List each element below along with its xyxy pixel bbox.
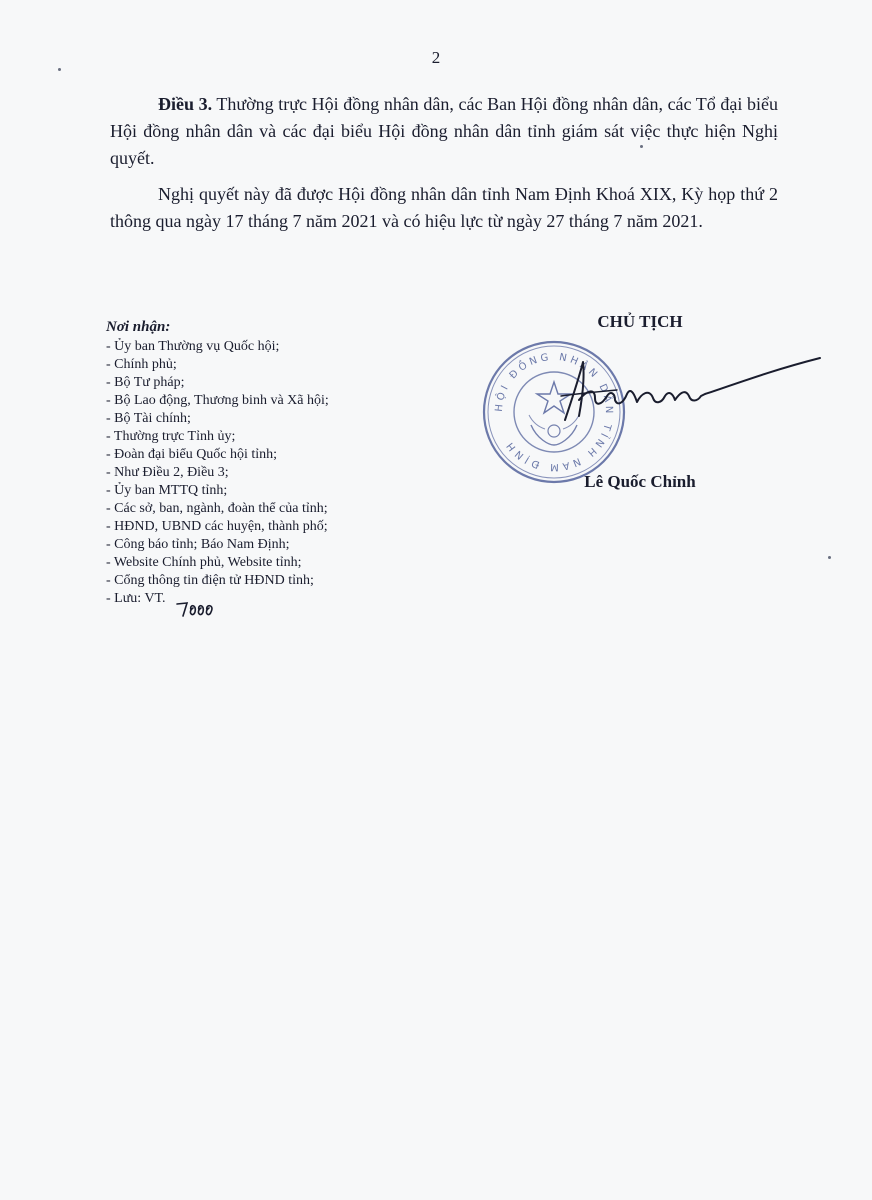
recipient-item: - Bộ Tài chính; <box>106 411 191 426</box>
recipient-item: - Công báo tỉnh; Báo Nam Định; <box>106 537 290 552</box>
recipient-item: - Thường trực Tỉnh ủy; <box>106 429 236 444</box>
scan-speck <box>640 145 643 148</box>
recipient-item: - Bộ Tư pháp; <box>106 375 185 390</box>
article-3-text: Thường trực Hội đồng nhân dân, các Ban Hội đồng nhân dân, các Tổ đại biểu Hội đồng nhân dân và các đại biểu Hội đồng nhân dân tỉnh giám sát việc thực hiện Nghị quyết. <box>110 94 778 168</box>
article-3-paragraph <box>110 91 778 172</box>
recipients-list <box>106 338 436 608</box>
recipient-item: - Lưu: VT. <box>106 591 166 606</box>
recipient-item: - Bộ Lao động, Thương binh và Xã hội; <box>106 393 329 408</box>
recipient-item: - Website Chính phủ, Website tỉnh; <box>106 555 302 570</box>
recipients-block <box>106 318 436 608</box>
recipient-item: - Ủy ban Thường vụ Quốc hội; <box>106 339 280 354</box>
article-3-label: Điều 3. <box>158 94 213 114</box>
page-number: 2 <box>431 48 441 67</box>
recipient-item: - Các sở, ban, ngành, đoàn thể của tỉnh; <box>106 501 328 516</box>
recipient-item: - Chính phủ; <box>106 357 177 372</box>
signatory-name: Lê Quốc Chỉnh <box>584 472 696 491</box>
scan-speck <box>828 556 831 559</box>
effective-statement-paragraph <box>110 181 778 235</box>
recipient-item: - Như Điều 2, Điều 3; <box>106 465 229 480</box>
effective-statement: Nghị quyết này đã được Hội đồng nhân dân tỉnh Nam Định Khoá XIX, Kỳ họp thứ 2 thông qua ngày 17 tháng 7 năm 2021 và có hiệu lực từ ngày 27 tháng 7 năm 2021. <box>110 184 778 231</box>
recipient-item: - HĐND, UBND các huyện, thành phố; <box>106 519 328 534</box>
handwritten-signature <box>555 350 825 430</box>
recipients-title: Nơi nhận: <box>106 319 171 335</box>
recipient-item: - Cổng thông tin điện tử HĐND tỉnh; <box>106 573 314 588</box>
svg-text:HỘI ĐỒNG NHÂN DÂN TỈNH NAM ĐỊN: HỘI ĐỒNG NHÂN DÂN TỈNH NAM ĐỊNH <box>493 351 615 473</box>
scan-speck <box>58 68 61 71</box>
recipient-item: - Đoàn đại biểu Quốc hội tỉnh; <box>106 447 278 462</box>
signatory-title: CHỦ TỊCH <box>597 312 683 331</box>
archive-initials-signature <box>175 598 225 620</box>
recipient-item: - Ủy ban MTTQ tỉnh; <box>106 483 228 498</box>
